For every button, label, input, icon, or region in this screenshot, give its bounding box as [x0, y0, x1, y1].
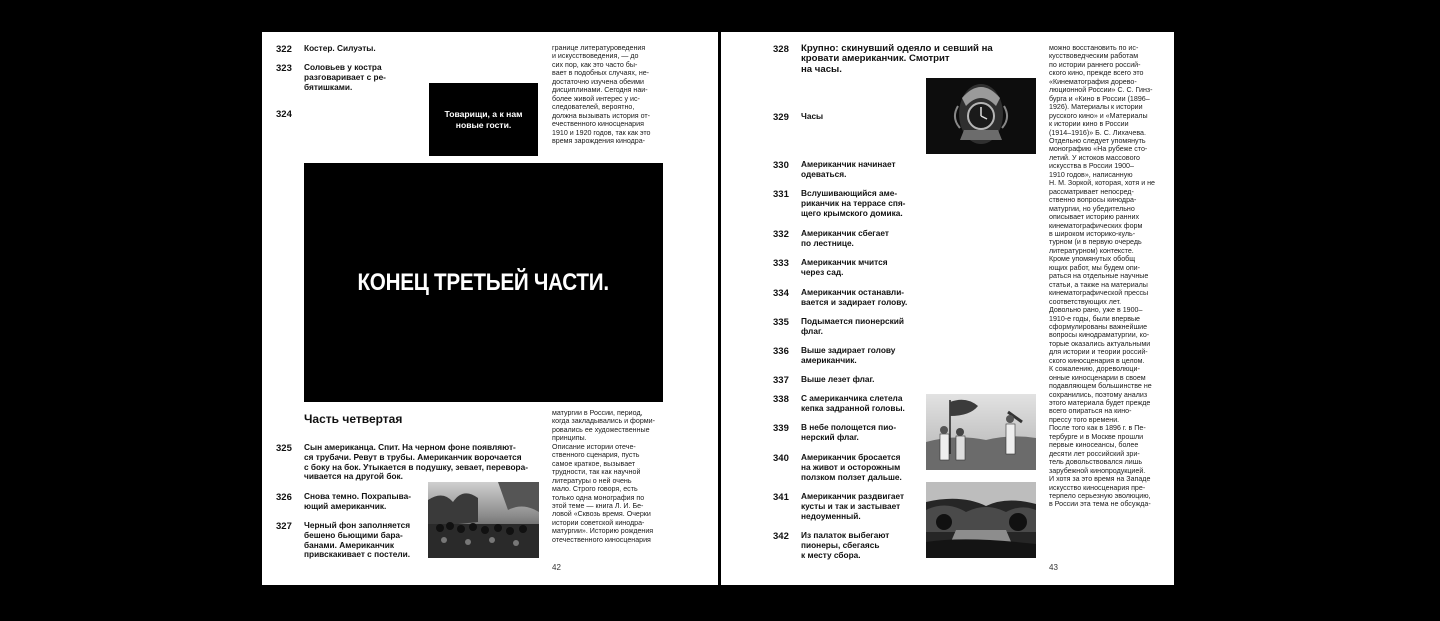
left-page: [262, 32, 718, 585]
shot-text: Из палаток выбегают пионеры, сбегаясь к месту сбора.: [801, 530, 890, 560]
shot-number: 334: [773, 288, 789, 299]
shot-text: Американчик начинает одеваться.: [801, 159, 896, 179]
film-still-bushes: [926, 482, 1036, 558]
intertitle-text: Товарищи, а к нам новые гости.: [444, 109, 523, 130]
shot-text: Вслушивающийся аме- риканчик на террасе спя- щего крымского домика.: [801, 188, 906, 218]
shot-number: 326: [276, 492, 292, 503]
shot-text: Снова темно. Похрапыва- ющий американчик.: [304, 491, 411, 511]
shot-number: 322: [276, 44, 292, 55]
title-card-text: КОНЕЦ ТРЕТЬЕЙ ЧАСТИ.: [357, 268, 610, 296]
shot-text: В небе полощется пио- нерский флаг.: [801, 422, 897, 442]
shot-text: Американчик мчится через сад.: [801, 257, 888, 277]
shot-text: Американчик раздвигает кусты и так и застывает недоуменный.: [801, 491, 905, 521]
shot-number: 325: [276, 443, 292, 454]
shot-number: 329: [773, 112, 789, 123]
page-number: 42: [552, 563, 561, 572]
intertitle-card: [429, 83, 538, 156]
shot-number: 337: [773, 375, 789, 386]
shot-text: Американчик бросается на живот и осторожным ползком ползет дальше.: [801, 452, 902, 482]
shot-number: 323: [276, 63, 292, 74]
title-card: [304, 163, 663, 402]
film-still-flag: [926, 394, 1036, 470]
shot-number: 339: [773, 423, 789, 434]
shot-text: Часы: [801, 111, 824, 121]
shot-number: 327: [276, 521, 292, 532]
essay-column: можно восстановить по ис- кусствоведческим работам по истории раннего россий- ского кино, прежде всего это «Кинематография дорево- люционной России» С. С. Гинз- бурга и «Кино в России (1896– 1926). Материалы к истории русского кино» и «Материалы к истории кино в России (1914–1916)» Б. С. Лихачева. Отдельно следует упомянуть монографию «На рубеже сто- летий. У истоков массового искусства в России 1900– 1910 годов», написанную Н. М. Зоркой, которая, хотя и не рассматривает непосред- ственно вопросы кинодра- матургии, но убедительно описывает историю ранних кинематографических форм в широком историко-куль- турном (и в первую очередь литературном) контексте. Кроме упомянутых обобщ ющих работ, мы будем опи- раться на отдельные научные статьи, а также на материалы кинематографической прессы соответствующих лет. Довольно рано, уже в 1900– 1910-е годы, были впервые сформулированы важнейшие вопросы кинодраматургии, ко- торые оказались актуальными для истории и теории россий- ского киносценария в целом. К сожалению, дореволюци- онные киносценарии в своем подавляющем большинстве не сохранились, поэтому анализ этого материала будет прежде всего опираться на кино- прессу того времени. После того как в 1896 г. в Пе- тербурге и в Москве прошли первые киносеансы, более десяти лет российский зри- тель довольствовался лишь зарубежной кинопродукцией. И хотя за это время на Западе искусство киносценария пре- терпело серьезную эволюцию, в России эта тема не обсужда-: [1049, 44, 1155, 509]
shot-number: 338: [773, 394, 789, 405]
film-still-crowd: [428, 482, 539, 558]
shot-number: 330: [773, 160, 789, 171]
shot-text: Черный фон заполняется бешено бьющими бара- банами. Американчик привскакивает с постели.: [304, 520, 411, 560]
shot-text: Подымается пионерский флаг.: [801, 316, 904, 336]
part-heading: Часть четвертая: [304, 412, 403, 426]
shot-text: Выше лезет флаг.: [801, 374, 875, 384]
shot-text: Крупно: скинувший одеяло и севший на кровати американчик. Смотрит на часы.: [801, 43, 993, 75]
shot-number: 336: [773, 346, 789, 357]
shot-text: Американчик останавли- вается и задирает голову.: [801, 287, 908, 307]
shot-number: 341: [773, 492, 789, 503]
shot-number: 332: [773, 229, 789, 240]
page-number: 43: [1049, 563, 1058, 572]
shot-text: С американчика слетела кепка задранной головы.: [801, 393, 905, 413]
shot-text: Американчик сбегает по лестнице.: [801, 228, 889, 248]
shot-number: 331: [773, 189, 789, 200]
shot-number: 324: [276, 109, 292, 120]
shot-number: 340: [773, 453, 789, 464]
essay-column-bottom: матургии в России, период, когда закладывались и форми- ровались ее художественные принципы. Описание истории отече- ственного сценария, пусть самое краткое, вызывает трудности, так как научной литературы о ней очень мало. Строго говоря, есть только одна монография по этой теме — книга Л. И. Бе- ловой «Сквозь время. Очерки истории советской кинодра- матургии». Историю рождения отечественного киносценария: [552, 409, 655, 544]
film-still-clock: [926, 78, 1036, 154]
shot-number: 328: [773, 44, 789, 55]
right-page: [721, 32, 1174, 585]
shot-number: 342: [773, 531, 789, 542]
shot-number: 335: [773, 317, 789, 328]
shot-text: Выше задирает голову американчик.: [801, 345, 896, 365]
shot-text: Костер. Силуэты.: [304, 43, 376, 53]
shot-text: Соловьев у костра разговаривает с ре- бятишками.: [304, 62, 386, 92]
shot-text: Сын американца. Спит. На черном фоне появляют- ся трубачи. Ревут в трубы. Американчик ворочается с боку на бок. Утыкается в подушку, зевает, перевора- чивается на другой бок.: [304, 442, 528, 482]
essay-column-top: границе литературоведения и искусствоведения, — до сих пор, как это часто бы- вает в подобных случаях, не- достаточно изучена обеими дисциплинами. Сегодня наи- более живой интерес у ис- следователей, вероятно, должна вызывать история от- ечественного киносценария 1910 и 1920 годов, так как это время зарождения кинодра-: [552, 44, 651, 145]
shot-number: 333: [773, 258, 789, 269]
